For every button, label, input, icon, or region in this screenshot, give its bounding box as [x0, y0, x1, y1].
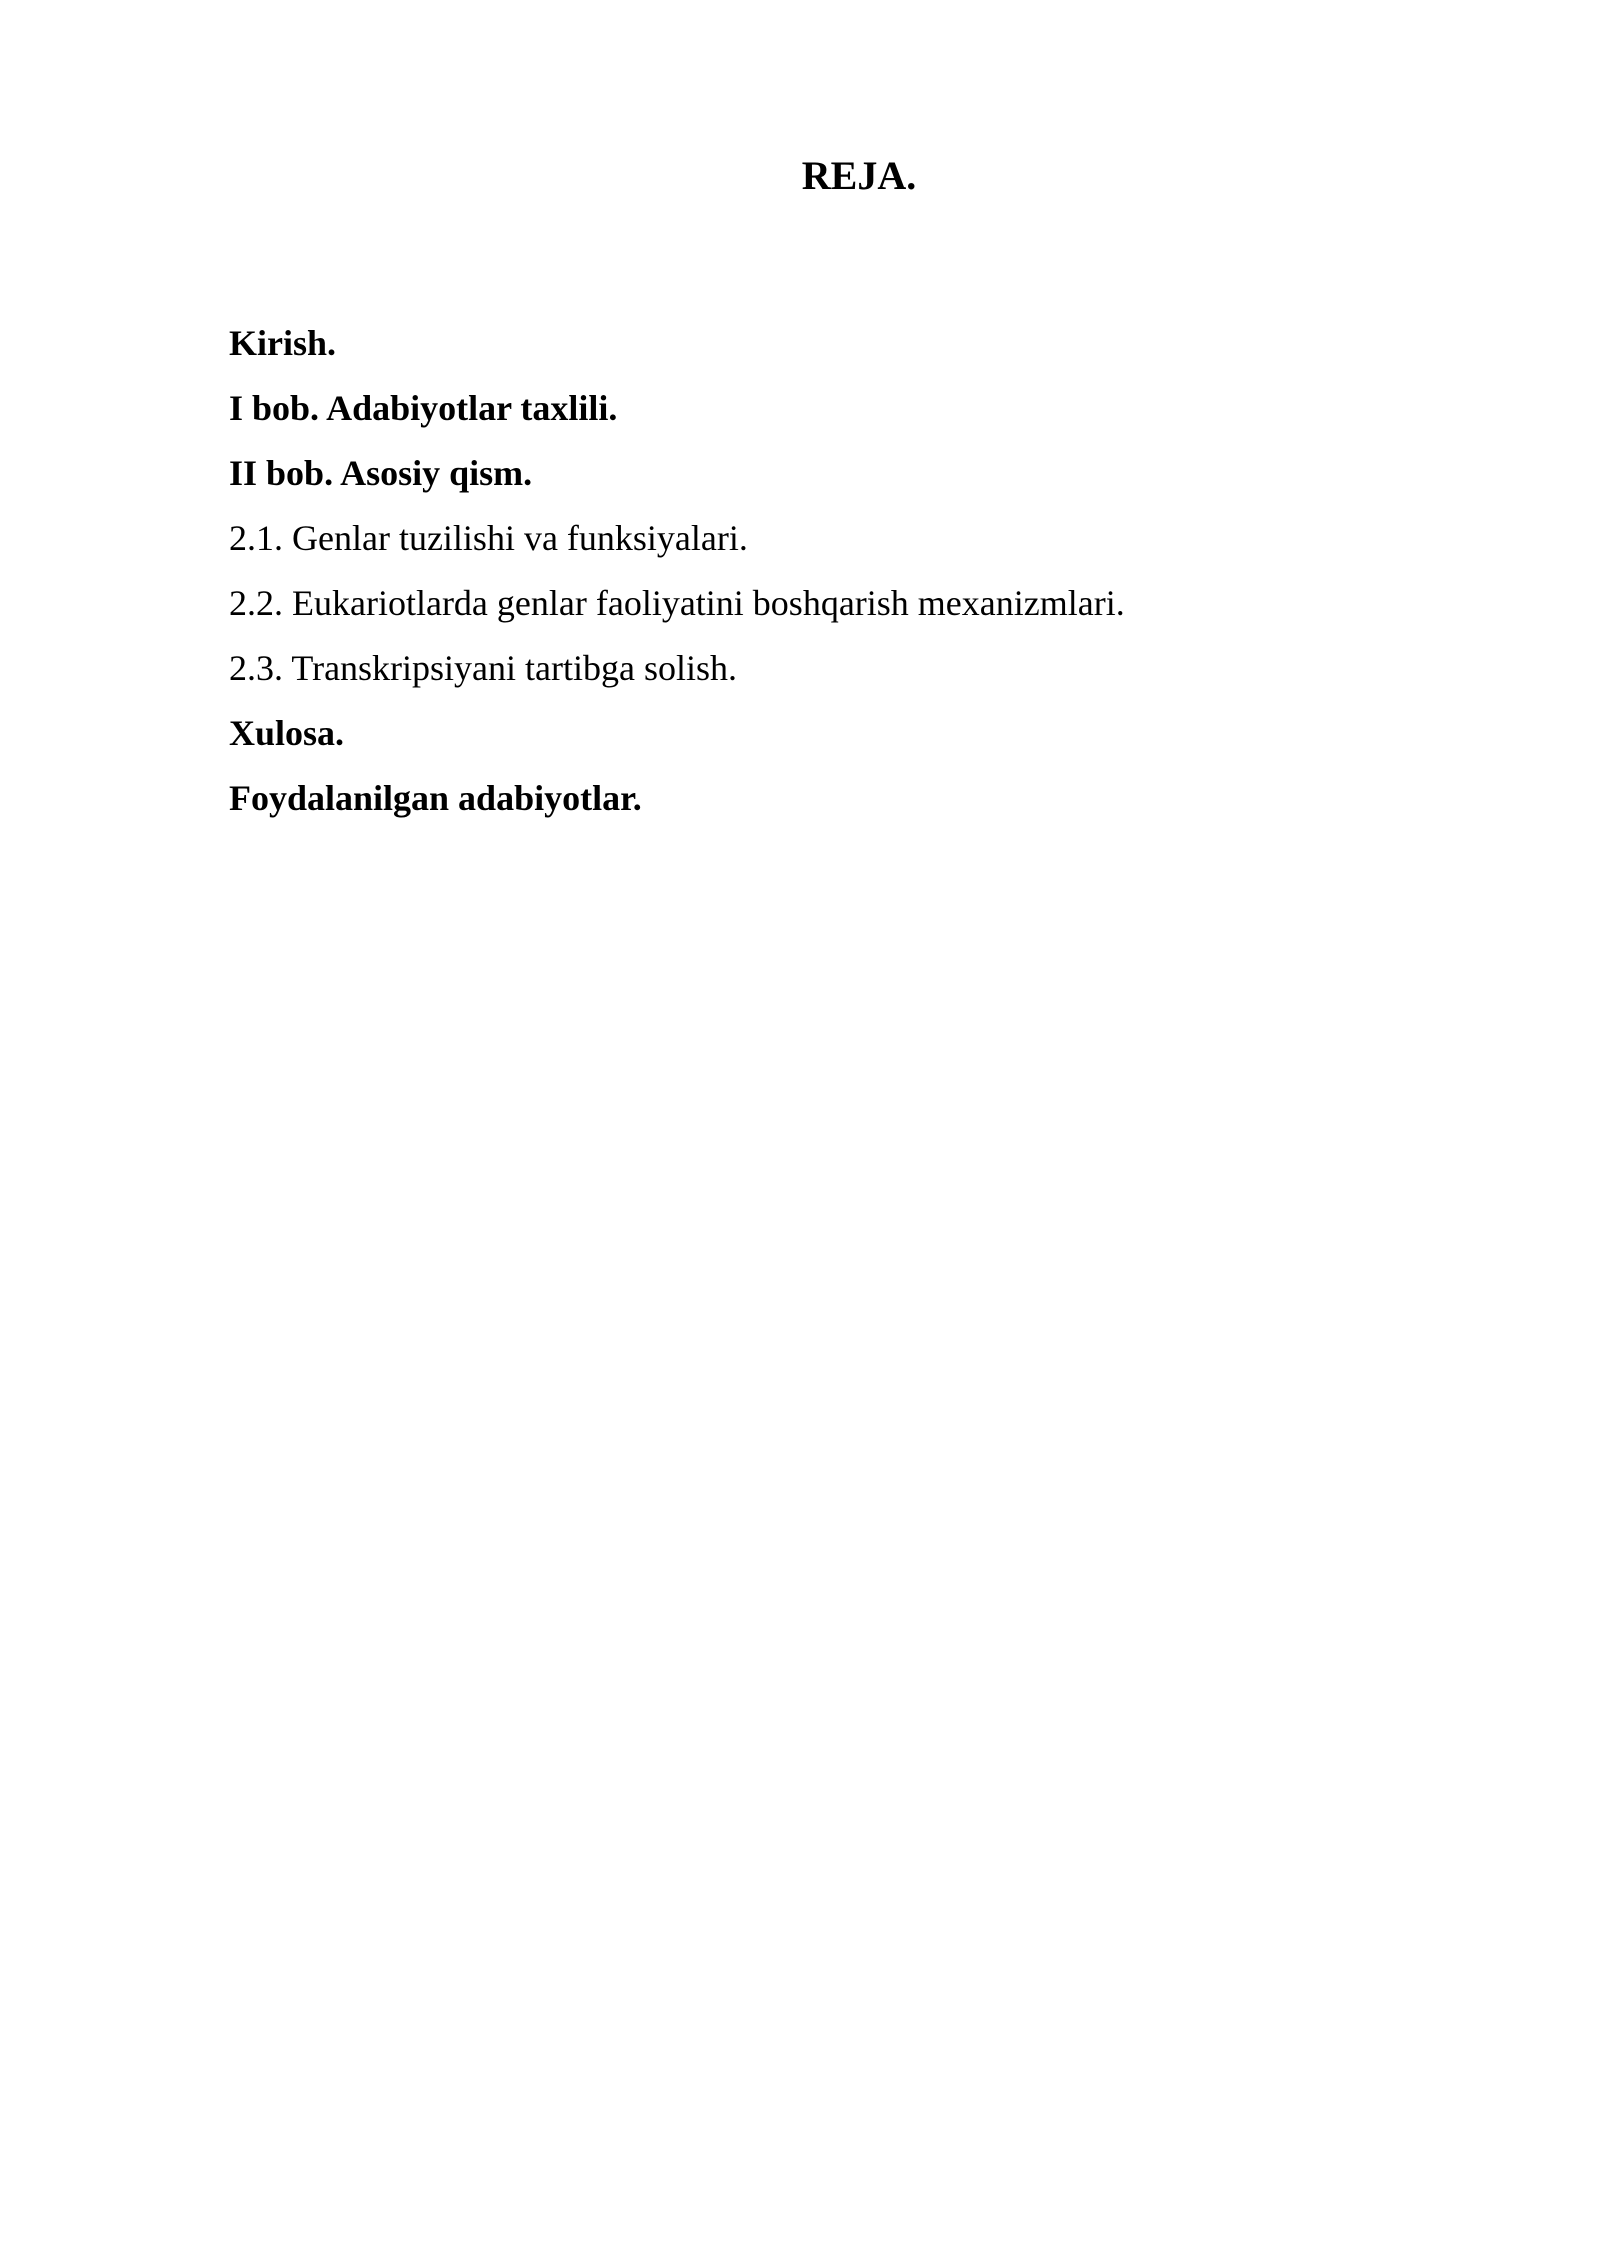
toc-item-section-2-2: 2.2. Eukariotlarda genlar faoliyatini boshqarish mexanizmlari. — [229, 583, 1125, 623]
toc-item-references: Foydalanilgan adabiyotlar. — [229, 778, 642, 818]
toc-item-section-2-1: 2.1. Genlar tuzilishi va funksiyalari. — [229, 518, 748, 558]
toc-item-section-2-3: 2.3. Transkripsiyani tartibga solish. — [229, 648, 738, 688]
toc-item-chapter-1: I bob. Adabiyotlar taxlili. — [229, 388, 618, 428]
toc-item-kirish: Kirish. — [229, 323, 337, 363]
toc-item-chapter-2: II bob. Asosiy qism. — [229, 453, 533, 493]
toc-item-xulosa: Xulosa. — [229, 713, 345, 753]
page-title: REJA. — [801, 153, 917, 198]
table-of-contents — [229, 317, 1429, 837]
